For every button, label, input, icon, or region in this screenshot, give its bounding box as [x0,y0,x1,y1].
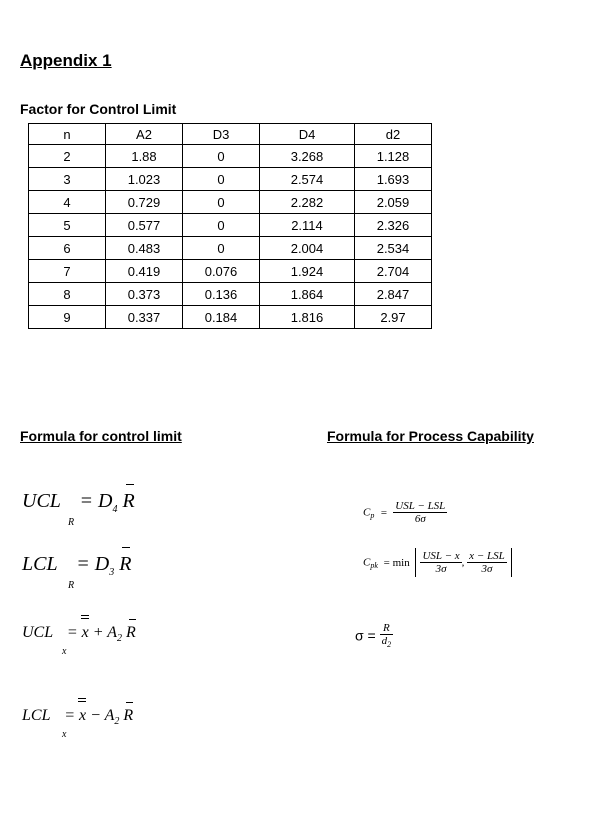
formula-lhs-subscript: p [370,511,375,521]
cell: 2.326 [355,214,432,237]
formula-subscript: x [62,646,67,657]
appendix-title: Appendix 1 [20,51,112,70]
bar-mark [122,547,130,548]
cell: 2.704 [355,260,432,283]
cell: 1.924 [260,260,355,283]
fraction [467,550,507,575]
process-capability-section-title: Formula for Process Capability [327,428,534,444]
cell: 2.574 [260,168,355,191]
fraction [393,500,447,525]
cell: 0.483 [106,237,183,260]
cell: 2.059 [355,191,432,214]
cell: 2.97 [355,306,432,329]
table-row [29,191,432,214]
cell: 0.373 [106,283,183,306]
formula-lhs: UCL [22,490,61,512]
cell: 0.184 [183,306,260,329]
formula-eq: = x + A [67,624,117,641]
header-d3: D3 [183,124,260,145]
cell: 1.128 [355,145,432,168]
formula-lhs: C [363,506,371,519]
fraction [380,622,394,649]
cell: 0 [183,145,260,168]
cell: 2 [29,145,106,168]
formula-sigma [355,622,393,649]
formula-lhs: σ = [355,627,376,644]
cell: 0.577 [106,214,183,237]
table-row [29,260,432,283]
formula-eq: = [380,506,388,519]
table-row [29,237,432,260]
table-title: Factor for Control Limit [20,101,177,117]
bar-mark [126,484,134,485]
cell: 2.282 [260,191,355,214]
table-row [29,168,432,191]
cell: 7 [29,260,106,283]
header-d2: d2 [355,124,432,145]
cell: 3 [29,168,106,191]
formula-lhs: LCL [22,553,58,575]
double-bar-mark [78,701,86,702]
cell: 8 [29,283,106,306]
cell: 0.076 [183,260,260,283]
cell: 0 [183,168,260,191]
cell: 4 [29,191,106,214]
formula-lhs: UCL [22,624,53,641]
table-header-row [29,124,432,145]
bar-mark [129,619,136,620]
formula-lhs: C [363,556,371,569]
cell: 0 [183,214,260,237]
formula-eq: = x − A [64,707,114,724]
formula-cpk [363,548,512,577]
formula-eq-subscript: 4 [112,504,118,515]
cell: 0.136 [183,283,260,306]
double-bar-mark [81,618,89,619]
cell: 2.004 [260,237,355,260]
formula-subscript: R [68,517,75,528]
formula-ucl-x [22,624,136,644]
formula-eq: = D [76,553,110,575]
cell: 1.693 [355,168,432,191]
formula-subscript: R [68,580,75,591]
fraction-denominator: 6σ [414,513,426,525]
cell: 3.268 [260,145,355,168]
formula-eq-subscript: 2 [117,633,123,645]
fraction [420,550,461,575]
header-n: n [29,124,106,145]
cell: 2.534 [355,237,432,260]
bracket-group: $\frac{\text{USL − x}}{3\sigma}$ , $\frac{\text{x − LSL}}{3\sigma}$ [415,548,511,577]
formula-lcl-r [22,553,131,578]
header-a2: A2 [106,124,183,145]
cell: 1.88 [106,145,183,168]
cell: 0 [183,191,260,214]
fraction-numerator: USL − LSL [395,500,446,512]
fraction-numerator: USL − x [422,550,460,562]
cell: 9 [29,306,106,329]
formula-lcl-x [22,707,133,727]
cell: 1.816 [260,306,355,329]
control-limit-factors-table [28,123,432,329]
cell: 0.729 [106,191,183,214]
fraction-denominator: 3σ [435,563,447,575]
header-d4: D4 [260,124,355,145]
cell: 2.114 [260,214,355,237]
cell: 0 [183,237,260,260]
control-limit-section-title: Formula for control limit [20,428,182,444]
formula-subscript: x [62,729,67,740]
bar-mark [126,702,133,703]
formula-rhs: R [123,707,133,724]
cell: 5 [29,214,106,237]
formula-eq: = min [383,556,410,569]
formula-cp [363,500,447,525]
table-row [29,306,432,329]
formula-eq-subscript: 2 [114,716,120,728]
formula-rhs: R [123,490,135,512]
cell: 0.337 [106,306,183,329]
formula-lhs-subscript: pk [370,561,378,571]
fraction-numerator: R [380,622,394,635]
cell: 0.419 [106,260,183,283]
cell: 1.864 [260,283,355,306]
fraction-numerator: x − LSL [469,550,505,562]
formula-rhs: R [126,624,136,641]
formula-ucl-r [22,490,135,515]
formula-eq: = D [79,490,113,512]
table-row [29,214,432,237]
cell: 6 [29,237,106,260]
cell: 1.023 [106,168,183,191]
fraction-denominator: 3σ [481,563,493,575]
formula-lhs: LCL [22,707,51,724]
table-row [29,283,432,306]
fraction-denominator: $d_2$ [381,635,392,650]
formula-eq-subscript: 3 [109,567,115,578]
cell: 2.847 [355,283,432,306]
formula-rhs: R [119,553,131,575]
table-row [29,145,432,168]
